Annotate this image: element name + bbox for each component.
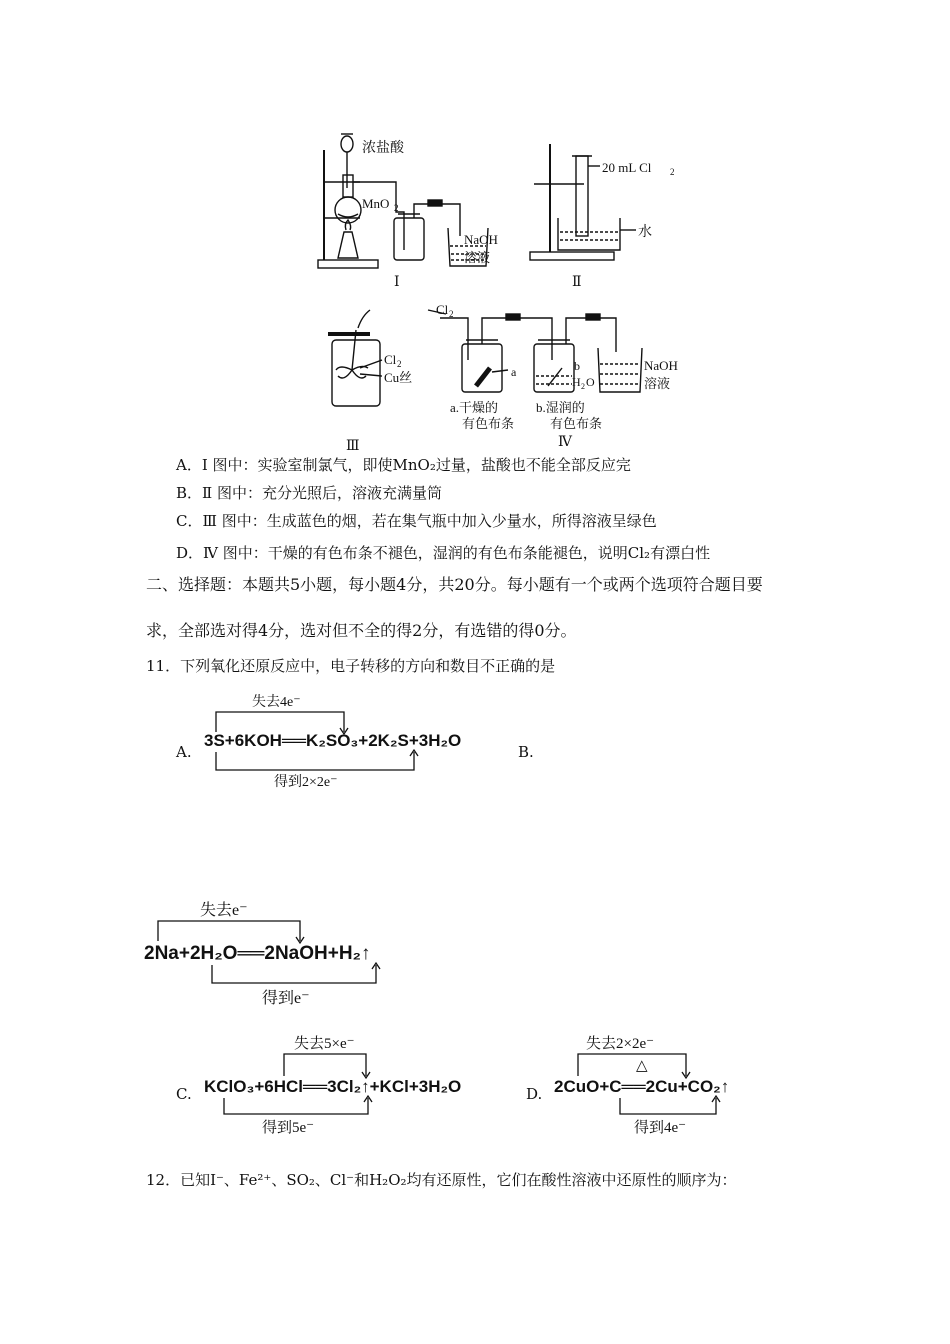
label-naoh-4: NaOH <box>644 358 678 373</box>
label-cu-wire: Cu丝 <box>384 370 413 385</box>
label-wet-cloth-2: 有色布条 <box>550 416 603 431</box>
figure-4-number: Ⅳ <box>558 435 572 450</box>
heat-symbol: △ <box>636 1058 648 1074</box>
q10-option-a: A．Ⅰ 图中：实验室制氯气，即使MnO₂过量，盐酸也不能全部反应完 <box>176 456 631 474</box>
label-wet-cloth-1: b.湿润的 <box>536 400 585 415</box>
q11-option-c-label: C. <box>176 1085 192 1103</box>
section-2-line-2: 求，全部选对得4分，选对但不全的得2分，有选错的得0分。 <box>146 621 577 640</box>
label-solution-4: 溶液 <box>644 376 671 391</box>
eq-d-gain-label: 得到4e⁻ <box>634 1120 687 1136</box>
label-cl2-3: Cl <box>384 352 397 367</box>
q11-option-b-label: B. <box>518 743 534 761</box>
figure-3-apparatus <box>328 310 382 406</box>
equation-d-diagram <box>550 1030 770 1140</box>
label-cl2-volume: 20 mL Cl <box>602 160 652 175</box>
q10-option-c: C．Ⅲ 图中：生成蓝色的烟，若在集气瓶中加入少量水，所得溶液呈绿色 <box>176 512 657 530</box>
eq-b-equation: 2Na+2H₂O══2NaOH+H₂↑ <box>144 943 371 964</box>
figure-4-apparatus <box>428 310 642 392</box>
label-mno2: MnO <box>362 196 390 211</box>
figure-1-number: Ⅰ <box>394 275 400 290</box>
label-conc-hcl: 浓盐酸 <box>362 141 404 156</box>
eq-c-equation: KClO₃+6HCl══3Cl₂↑+KCl+3H₂O <box>204 1077 462 1096</box>
q11-stem: 11．下列氧化还原反应中，电子转移的方向和数目不正确的是 <box>146 657 556 675</box>
eq-a-equation: 3S+6KOH══K₂SO₃+2K₂S+3H₂O <box>204 731 462 750</box>
figure-3-number: Ⅲ <box>346 439 360 454</box>
eq-c-gain-label: 得到5e⁻ <box>262 1120 315 1136</box>
label-h2o-o: O <box>586 375 595 389</box>
label-cl2-sub-4: 2 <box>449 309 454 319</box>
q10-option-b: B．Ⅱ 图中：充分光照后，溶液充满量筒 <box>176 484 442 502</box>
label-a: a <box>511 365 517 379</box>
eq-c-lose-label: 失去5×e⁻ <box>294 1036 355 1052</box>
eq-d-lose-label: 失去2×2e⁻ <box>586 1036 655 1052</box>
label-h2o: H <box>572 375 581 389</box>
apparatus-figure <box>300 120 720 460</box>
eq-a-gain-label: 得到2×2e⁻ <box>274 775 338 788</box>
eq-d-equation: 2CuO+C══2Cu+CO₂↑ <box>554 1077 730 1096</box>
equation-a-diagram <box>200 688 490 788</box>
figure-2-number: Ⅱ <box>572 275 582 290</box>
label-dry-cloth-2: 有色布条 <box>462 416 515 431</box>
label-h2o-sub: 2 <box>581 382 585 391</box>
equation-b-diagram <box>140 895 430 1015</box>
label-water: 水 <box>638 225 652 240</box>
label-mno2-sub: 2 <box>394 203 399 213</box>
label-cl2-sub-2: 2 <box>670 167 675 177</box>
q10-option-d: D．Ⅳ 图中：干燥的有色布条不褪色，湿润的有色布条能褪色，说明Cl₂有漂白性 <box>176 544 711 562</box>
section-2-line-1: 二、选择题：本题共5小题，每小题4分，共20分。每小题有一个或两个选项符合题目要 <box>146 575 763 594</box>
label-dry-cloth-1: a.干燥的 <box>450 400 499 415</box>
q11-option-d-label: D. <box>526 1085 543 1103</box>
eq-b-gain-label: 得到e⁻ <box>262 990 310 1007</box>
label-naoh-1: NaOH <box>464 232 498 247</box>
label-solution-1: 溶液 <box>464 250 491 265</box>
q12-stem: 12．已知I⁻、Fe²⁺、SO₂、Cl⁻和H₂O₂均有还原性，它们在酸性溶液中还原性的顺序为： <box>146 1171 737 1189</box>
label-cl2-4: Cl <box>436 302 449 317</box>
q11-option-a-label: A. <box>176 743 192 761</box>
eq-a-lose-label: 失去4e⁻ <box>252 695 301 710</box>
eq-b-lose-label: 失去e⁻ <box>200 902 248 919</box>
equation-c-diagram <box>200 1030 510 1140</box>
label-b: b <box>574 359 580 373</box>
label-cl2-sub-3: 2 <box>397 359 402 369</box>
